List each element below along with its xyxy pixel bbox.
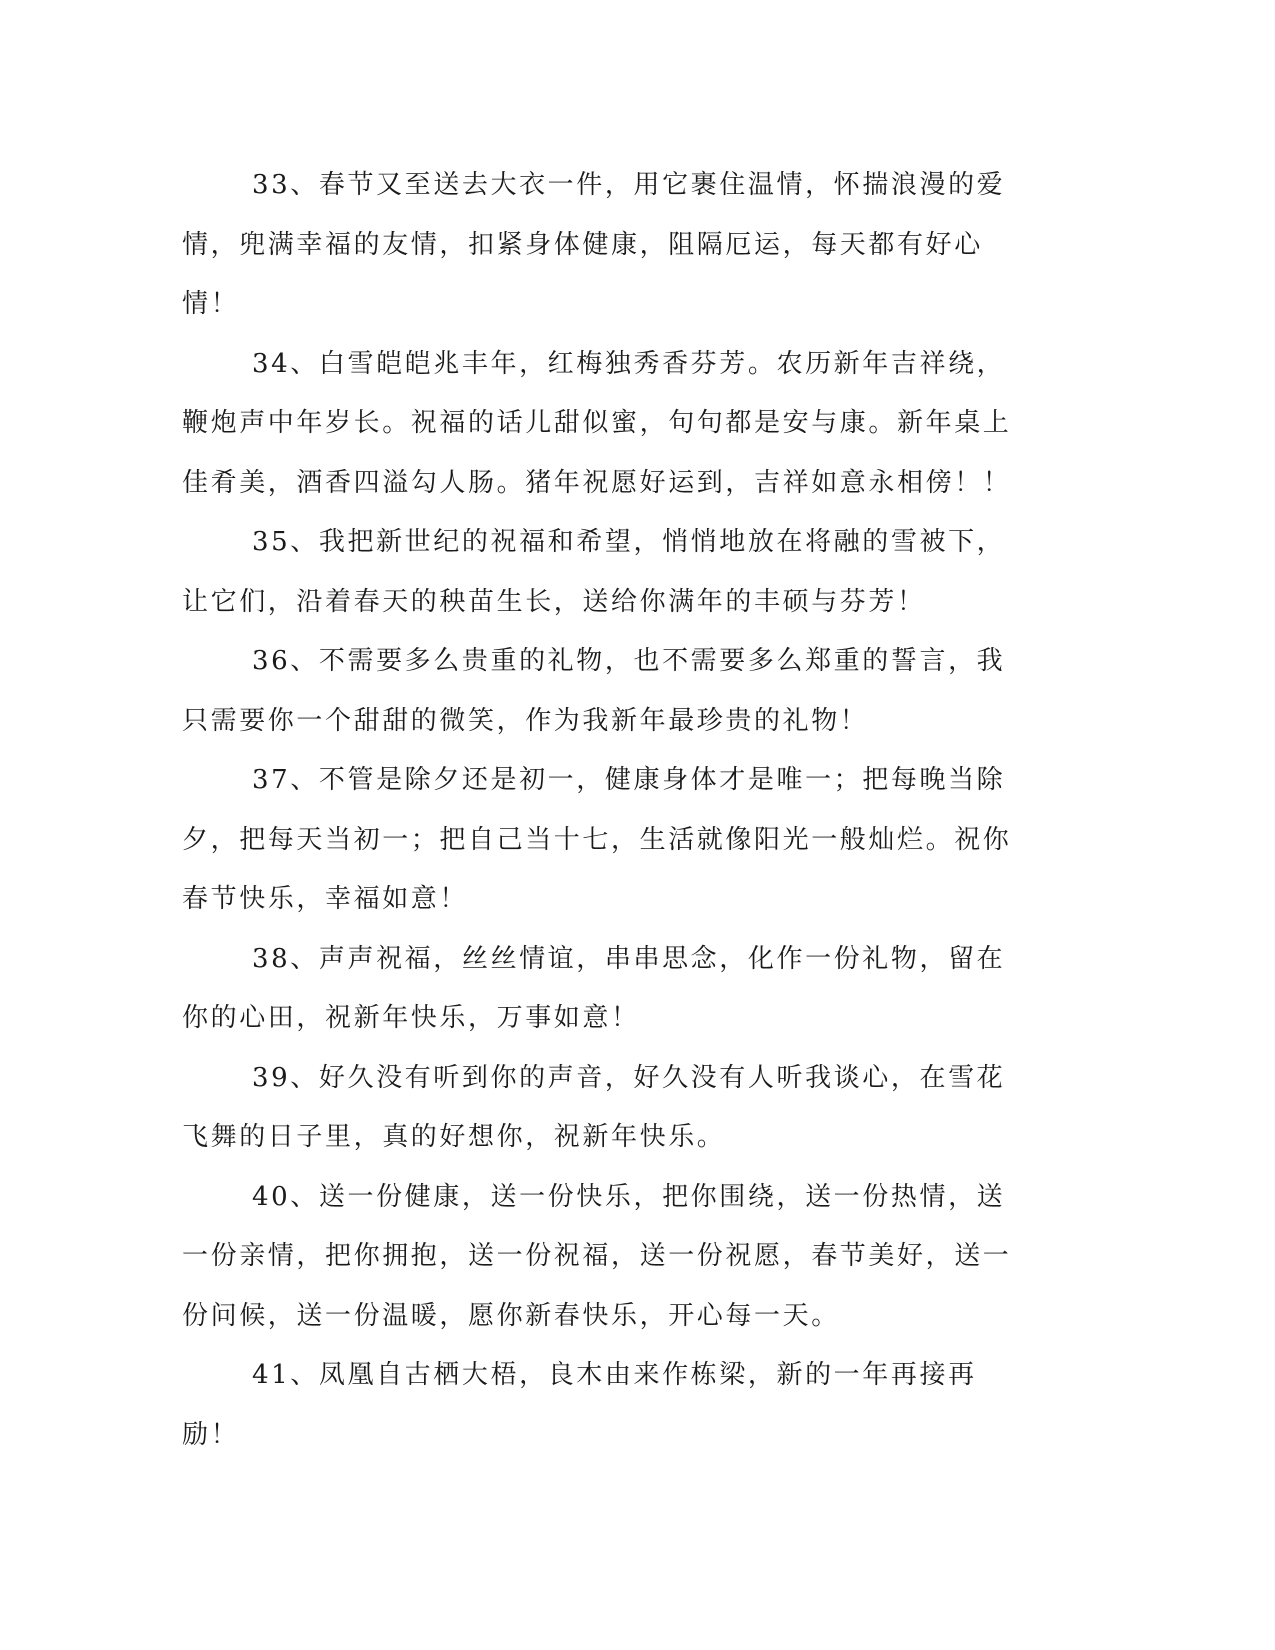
- paragraph-39: 39、好久没有听到你的声音，好久没有人听我谈心，在雪花飞舞的日子里，真的好想你，祝新年快乐。: [182, 1062, 1006, 1152]
- paragraph-33: 33、春节又至送去大衣一件，用它裹住温情，怀揣浪漫的爱情，兜满幸福的友情，扣紧身体健康，阻隔厄运，每天都有好心情！: [182, 170, 1006, 319]
- paragraph-41: 41、凤凰自古栖大梧，良木由来作栋梁，新的一年再接再励！: [182, 1360, 977, 1450]
- paragraph-40: 40、送一份健康，送一份快乐，把你围绕，送一份热情，送一份亲情，把你拥抱，送一份祝福，送一份祝愿，春节美好，送一份问候，送一份温暖，愿你新春快乐，开心每一天。: [182, 1181, 1012, 1331]
- paragraph-36: 36、不需要多么贵重的礼物，也不需要多么郑重的誓言，我只需要你一个甜甜的微笑，作为我新年最珍贵的礼物！: [182, 646, 1006, 736]
- document-body: [182, 156, 1030, 1465]
- paragraph-35: 35、我把新世纪的祝福和希望，悄悄地放在将融的雪被下，让它们，沿着春天的秧苗生长，送给你满年的丰硕与芬芳！: [182, 527, 1006, 617]
- paragraph-34: 34、白雪皑皑兆丰年，红梅独秀香芬芳。农历新年吉祥绕，鞭炮声中年岁长。祝福的话儿甜似蜜，句句都是安与康。新年桌上佳肴美，酒香四溢勾人肠。猪年祝愿好运到，吉祥如意永相傍！！: [182, 348, 1012, 498]
- paragraph-38: 38、声声祝福，丝丝情谊，串串思念，化作一份礼物，留在你的心田，祝新年快乐，万事如意！: [182, 943, 1006, 1033]
- paragraph-37: 37、不管是除夕还是初一，健康身体才是唯一；把每晚当除夕，把每天当初一；把自己当十七，生活就像阳光一般灿烂。祝你春节快乐，幸福如意！: [182, 765, 1012, 914]
